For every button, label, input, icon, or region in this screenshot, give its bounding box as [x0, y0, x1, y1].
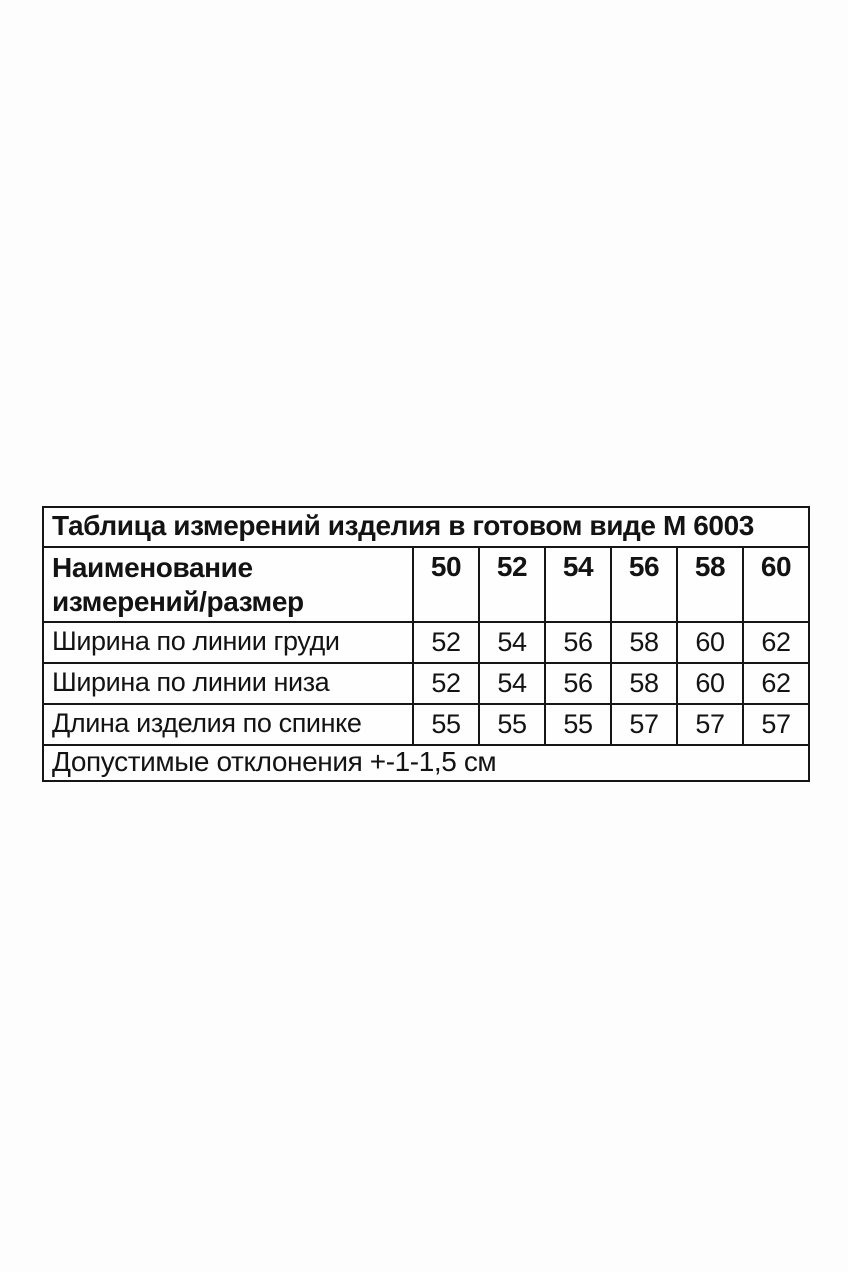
- table-title-row: [43, 507, 809, 547]
- header-size-6: 60: [743, 547, 809, 622]
- cell-value: 54: [479, 622, 545, 663]
- header-name-line1: Наименование: [52, 552, 253, 583]
- cell-value: 55: [545, 704, 611, 745]
- cell-value: 57: [743, 704, 809, 745]
- row-label-chest-width: Ширина по линии груди: [43, 622, 413, 663]
- cell-value: 55: [413, 704, 479, 745]
- row-label-bottom-width: Ширина по линии низа: [43, 663, 413, 704]
- cell-value: 55: [479, 704, 545, 745]
- cell-value: 52: [413, 622, 479, 663]
- table-row: [43, 622, 809, 663]
- cell-value: 60: [677, 663, 743, 704]
- header-size-2: 52: [479, 547, 545, 622]
- cell-value: 57: [611, 704, 677, 745]
- cell-value: 56: [545, 622, 611, 663]
- cell-value: 56: [545, 663, 611, 704]
- header-name-cell: [43, 547, 413, 622]
- cell-value: 52: [413, 663, 479, 704]
- tolerance-note: Допустимые отклонения +-1-1,5 см: [43, 745, 809, 781]
- header-size-4: 56: [611, 547, 677, 622]
- table-footer-row: [43, 745, 809, 781]
- row-label-back-length: Длина изделия по спинке: [43, 704, 413, 745]
- table-title: Таблица измерений изделия в готовом виде М 6003: [43, 507, 809, 547]
- cell-value: 62: [743, 663, 809, 704]
- table-row: [43, 704, 809, 745]
- header-size-1: 50: [413, 547, 479, 622]
- table-header-row: [43, 547, 809, 622]
- cell-value: 54: [479, 663, 545, 704]
- cell-value: 58: [611, 663, 677, 704]
- header-size-3: 54: [545, 547, 611, 622]
- table-row: [43, 663, 809, 704]
- cell-value: 57: [677, 704, 743, 745]
- header-name-line2: измерений/размер: [52, 586, 304, 617]
- header-size-5: 58: [677, 547, 743, 622]
- measurements-table: [42, 506, 810, 782]
- cell-value: 58: [611, 622, 677, 663]
- cell-value: 62: [743, 622, 809, 663]
- cell-value: 60: [677, 622, 743, 663]
